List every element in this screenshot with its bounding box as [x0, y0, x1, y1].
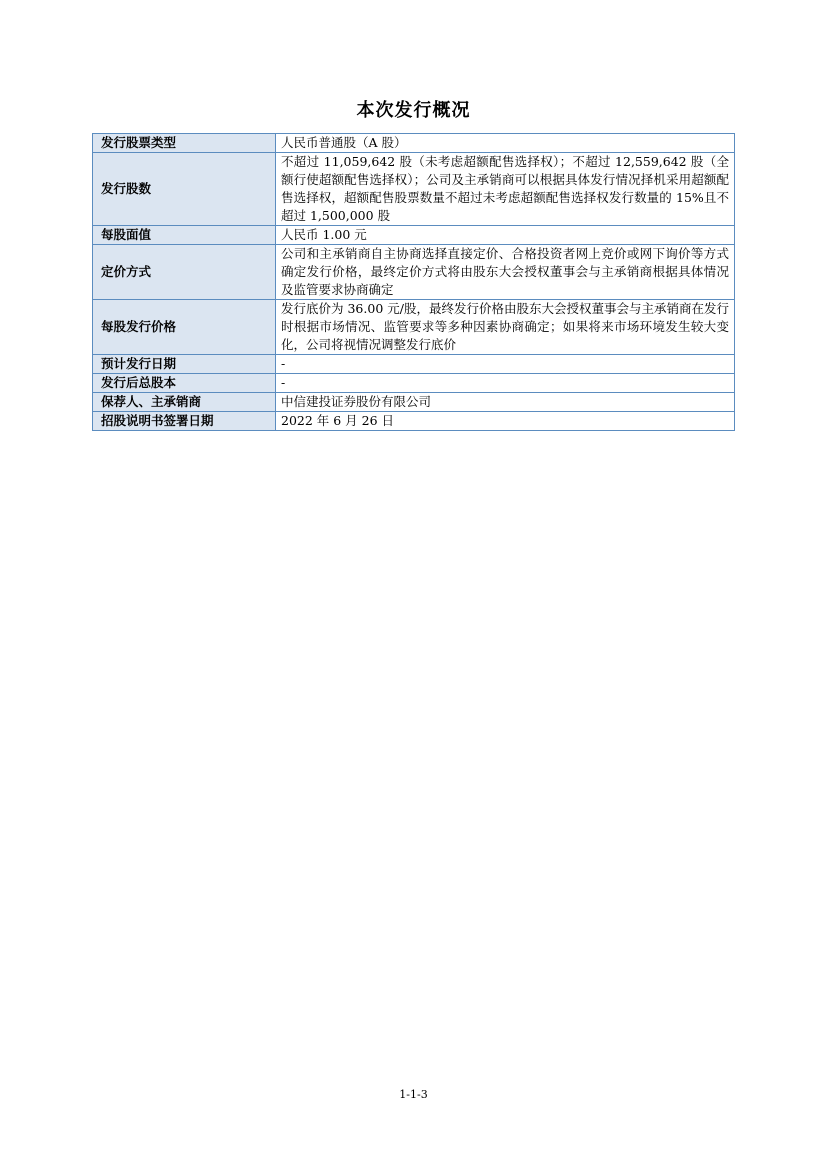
table-row-par-value [93, 226, 735, 245]
row-value: - [276, 355, 735, 374]
table-row-sponsor [93, 393, 735, 412]
row-value: 发行底价为 36.00 元/股，最终发行价格由股东大会授权董事会与主承销商在发行时根据市场情况、监管要求等多种因素协商确定；如果将来市场环境发生较大变化，公司将视情况调整发行底价 [276, 300, 735, 355]
table-row-signing-date [93, 412, 735, 431]
row-label: 发行股票类型 [93, 134, 276, 153]
issuance-overview-table [92, 133, 735, 431]
table-row-stock-type [93, 134, 735, 153]
row-value: 公司和主承销商自主协商选择直接定价、合格投资者网上竞价或网下询价等方式确定发行价格，最终定价方式将由股东大会授权董事会与主承销商根据具体情况及监管要求协商确定 [276, 245, 735, 300]
table-row-total-shares [93, 374, 735, 393]
row-label: 定价方式 [93, 245, 276, 300]
row-value: 不超过 11,059,642 股（未考虑超额配售选择权）；不超过 12,559,642 股（全额行使超额配售选择权）；公司及主承销商可以根据具体发行情况择机采用超额配售选择权，超额配售股票数量不超过未考虑超额配售选择权发行数量的 15%且不超过 1,500,000 股 [276, 153, 735, 226]
row-label: 保荐人、主承销商 [93, 393, 276, 412]
row-label: 发行后总股本 [93, 374, 276, 393]
row-value: - [276, 374, 735, 393]
page-number: 1-1-3 [399, 1088, 428, 1101]
table-row-share-count [93, 153, 735, 226]
page-title: 本次发行概况 [356, 100, 471, 121]
row-value: 人民币普通股（A 股） [276, 134, 735, 153]
row-label: 预计发行日期 [93, 355, 276, 374]
table-row-issue-price [93, 300, 735, 355]
row-value: 2022 年 6 月 26 日 [276, 412, 735, 431]
row-label: 每股面值 [93, 226, 276, 245]
row-label: 每股发行价格 [93, 300, 276, 355]
row-label: 招股说明书签署日期 [93, 412, 276, 431]
row-value: 人民币 1.00 元 [276, 226, 735, 245]
row-label: 发行股数 [93, 153, 276, 226]
table-row-expected-date [93, 355, 735, 374]
table-row-pricing-method [93, 245, 735, 300]
row-value: 中信建投证券股份有限公司 [276, 393, 735, 412]
